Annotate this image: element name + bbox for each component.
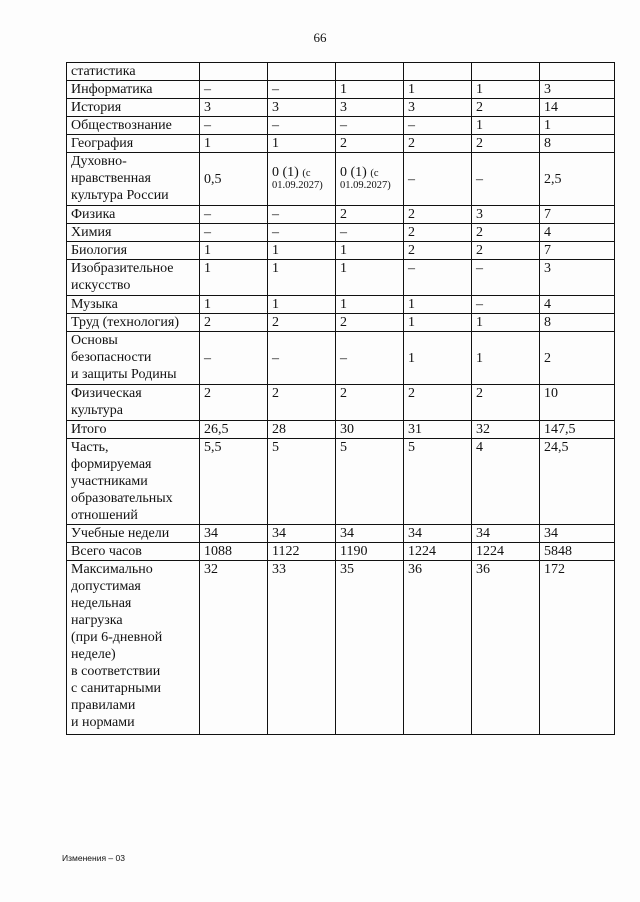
value-cell: 3 <box>200 99 268 117</box>
value-cell: – <box>404 153 472 206</box>
value-cell: 2 <box>404 206 472 224</box>
value-cell <box>268 63 336 81</box>
value-cell: 24,5 <box>540 439 615 525</box>
subject-cell: Труд (технология) <box>67 314 200 332</box>
subject-cell: Физика <box>67 206 200 224</box>
value-cell: 1122 <box>268 543 336 561</box>
value-cell <box>336 63 404 81</box>
value-cell: – <box>336 224 404 242</box>
table-row <box>67 314 615 332</box>
value-cell: 14 <box>540 99 615 117</box>
value-cell: 1 <box>472 81 540 99</box>
value-cell: 2 <box>472 385 540 421</box>
value-cell: 0 (1) (с 01.09.2027) <box>336 153 404 206</box>
value-cell: 1 <box>472 117 540 135</box>
value-cell: – <box>268 81 336 99</box>
subject-cell: Физическая культура <box>67 385 200 421</box>
value-cell: 1 <box>200 296 268 314</box>
value-cell: 1224 <box>472 543 540 561</box>
page-number: 66 <box>313 30 327 45</box>
value-cell: 36 <box>404 561 472 735</box>
subject-cell: статистика <box>67 63 200 81</box>
value-cell: – <box>268 206 336 224</box>
value-cell: 1 <box>404 332 472 385</box>
table-row <box>67 439 615 525</box>
value-cell: 2 <box>472 135 540 153</box>
value-cell: – <box>472 260 540 296</box>
value-cell: 2 <box>404 242 472 260</box>
value-cell: 34 <box>268 525 336 543</box>
value-cell: 1088 <box>200 543 268 561</box>
value-cell: 1 <box>268 135 336 153</box>
value-cell: 2 <box>336 385 404 421</box>
value-cell: 10 <box>540 385 615 421</box>
table-row <box>67 296 615 314</box>
value-cell: – <box>472 153 540 206</box>
value-cell: 2,5 <box>540 153 615 206</box>
value-cell: 5848 <box>540 543 615 561</box>
value-cell: 1 <box>268 242 336 260</box>
value-cell: 1 <box>472 332 540 385</box>
subject-cell: Биология <box>67 242 200 260</box>
value-cell: 1 <box>336 242 404 260</box>
table-row <box>67 543 615 561</box>
value-cell: 2 <box>268 314 336 332</box>
value-cell: 2 <box>200 314 268 332</box>
subject-cell: Музыка <box>67 296 200 314</box>
value-cell: – <box>200 224 268 242</box>
value-cell: 2 <box>404 385 472 421</box>
value-cell: 1 <box>268 296 336 314</box>
subject-cell: География <box>67 135 200 153</box>
table-row <box>67 63 615 81</box>
value-cell: 3 <box>472 206 540 224</box>
value-cell: 0,5 <box>200 153 268 206</box>
subject-cell: Максимально допустимая недельная нагрузка (при 6-дневной неделе) в соответствии с санитарными правилами и нормами <box>67 561 200 735</box>
value-cell: – <box>268 224 336 242</box>
value-cell: 34 <box>404 525 472 543</box>
value-cell: 36 <box>472 561 540 735</box>
subject-cell: Обществознание <box>67 117 200 135</box>
value-cell: 2 <box>200 385 268 421</box>
value-cell: 4 <box>540 224 615 242</box>
value-cell: 2 <box>472 224 540 242</box>
value-cell: 34 <box>200 525 268 543</box>
value-cell: 26,5 <box>200 421 268 439</box>
table-row <box>67 117 615 135</box>
value-cell: 5 <box>404 439 472 525</box>
value-cell: – <box>200 81 268 99</box>
value-cell: 2 <box>336 314 404 332</box>
value-cell: – <box>336 332 404 385</box>
table-row <box>67 525 615 543</box>
footer-revision: Изменения – 03 <box>62 853 125 863</box>
value-cell: 5 <box>336 439 404 525</box>
value-cell: – <box>404 260 472 296</box>
value-cell: 3 <box>268 99 336 117</box>
table-row <box>67 561 615 735</box>
value-cell <box>472 63 540 81</box>
table-body <box>67 63 615 735</box>
value-cell: 2 <box>472 99 540 117</box>
value-cell: 34 <box>540 525 615 543</box>
value-cell: 147,5 <box>540 421 615 439</box>
value-cell: 1 <box>472 314 540 332</box>
value-cell: 2 <box>540 332 615 385</box>
value-cell: 1 <box>200 135 268 153</box>
value-cell: 1 <box>336 260 404 296</box>
value-cell: 3 <box>336 99 404 117</box>
value-cell: 7 <box>540 206 615 224</box>
curriculum-table <box>66 62 615 735</box>
subject-cell: Основы безопасности и защиты Родины <box>67 332 200 385</box>
value-cell: 31 <box>404 421 472 439</box>
value-cell: 172 <box>540 561 615 735</box>
value-cell: 2 <box>404 224 472 242</box>
value-cell: 1 <box>200 242 268 260</box>
value-cell: 8 <box>540 314 615 332</box>
value-cell: 1 <box>540 117 615 135</box>
value-cell <box>404 63 472 81</box>
subject-cell: Итого <box>67 421 200 439</box>
value-cell: 5,5 <box>200 439 268 525</box>
value-cell: 3 <box>540 260 615 296</box>
value-cell: 5 <box>268 439 336 525</box>
value-cell: 30 <box>336 421 404 439</box>
value-cell: – <box>472 296 540 314</box>
value-cell: 1190 <box>336 543 404 561</box>
value-cell: 2 <box>268 385 336 421</box>
value-cell: 1 <box>404 296 472 314</box>
value-cell: 1 <box>404 81 472 99</box>
value-cell: – <box>268 117 336 135</box>
table-row <box>67 99 615 117</box>
table-row <box>67 224 615 242</box>
subject-cell: Информатика <box>67 81 200 99</box>
table-row <box>67 332 615 385</box>
value-cell: 8 <box>540 135 615 153</box>
table-row <box>67 206 615 224</box>
value-cell: 1 <box>268 260 336 296</box>
subject-cell: История <box>67 99 200 117</box>
value-cell <box>540 63 615 81</box>
value-cell: 34 <box>472 525 540 543</box>
subject-cell: Химия <box>67 224 200 242</box>
value-cell <box>200 63 268 81</box>
value-cell: – <box>200 206 268 224</box>
value-cell: 35 <box>336 561 404 735</box>
value-cell: 3 <box>540 81 615 99</box>
subject-cell: Всего часов <box>67 543 200 561</box>
subject-cell: Учебные недели <box>67 525 200 543</box>
table-row <box>67 135 615 153</box>
value-cell: 32 <box>472 421 540 439</box>
subject-cell: Часть, формируемая участниками образовательных отношений <box>67 439 200 525</box>
subject-cell: Изобразительное искусство <box>67 260 200 296</box>
value-cell: 1 <box>404 314 472 332</box>
table-row <box>67 242 615 260</box>
value-cell: 2 <box>336 206 404 224</box>
value-cell: 4 <box>540 296 615 314</box>
table-row <box>67 81 615 99</box>
value-cell: 1 <box>336 296 404 314</box>
value-cell: 1 <box>336 81 404 99</box>
value-cell: 7 <box>540 242 615 260</box>
value-cell: – <box>336 117 404 135</box>
value-cell: 2 <box>472 242 540 260</box>
subject-cell: Духовно- нравственная культура России <box>67 153 200 206</box>
value-cell: 1224 <box>404 543 472 561</box>
value-cell: – <box>268 332 336 385</box>
table-row <box>67 260 615 296</box>
value-cell: 2 <box>336 135 404 153</box>
value-cell: 3 <box>404 99 472 117</box>
table-row <box>67 421 615 439</box>
value-cell: 33 <box>268 561 336 735</box>
value-cell: – <box>200 117 268 135</box>
value-cell: 28 <box>268 421 336 439</box>
value-cell: 34 <box>336 525 404 543</box>
value-cell: 2 <box>404 135 472 153</box>
table-row <box>67 385 615 421</box>
value-cell: 0 (1) (с 01.09.2027) <box>268 153 336 206</box>
value-cell: 1 <box>200 260 268 296</box>
value-cell: – <box>404 117 472 135</box>
value-cell: 4 <box>472 439 540 525</box>
table-row <box>67 153 615 206</box>
value-cell: – <box>200 332 268 385</box>
value-cell: 32 <box>200 561 268 735</box>
